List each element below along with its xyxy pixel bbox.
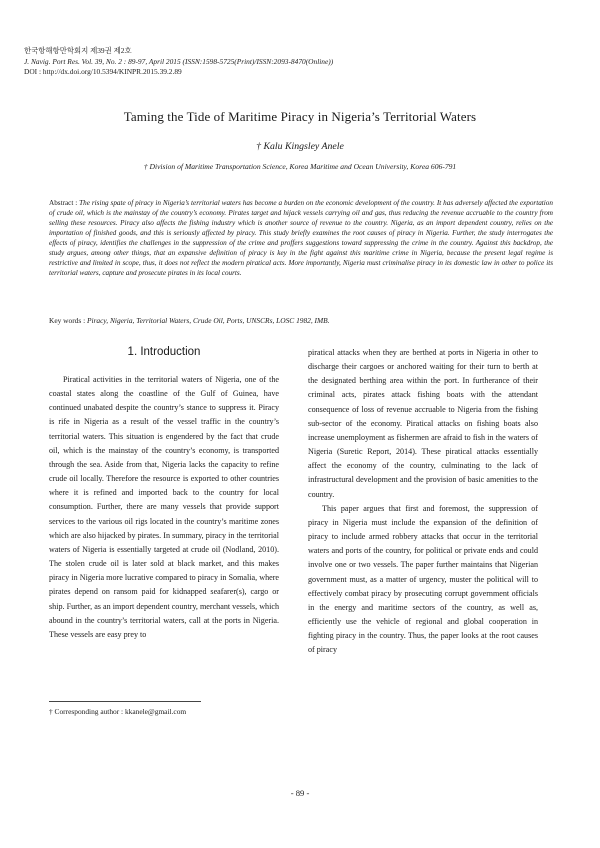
author-name: Kalu Kingsley Anele <box>263 141 344 152</box>
page-number: - 89 - <box>290 788 310 798</box>
right-column <box>308 346 538 657</box>
keywords-text: Piracy, Nigeria, Territorial Waters, Crude Oil, Ports, UNSCRs, LOSC 1982, IMB. <box>86 316 330 325</box>
journal-korean-title: 한국항해항만학회지 제39권 제2호 <box>24 46 132 55</box>
footnote-text: Corresponding author : kkanele@gmail.com <box>52 707 187 716</box>
keywords-label: Key words : <box>49 316 87 325</box>
body-paragraph: This paper argues that first and foremost, the suppression of piracy in Nigeria must include the expansion of the definition of piracy to include armed robbery attacks that occur in the territorial waters and ports of the country, for political or private ends and could involve one or two vessels. The paper further maintains that Nigerian government must, as a matter of urgency, muster the political will to effectively combat piracy by prosecuting corrupt government officials in the energy and maritime sectors of the country, as well as, efficiently use the vehicle of regional and global cooperation in fighting piracy in the country. Thus, the paper looks at the root causes of piracy <box>308 503 538 655</box>
abstract-text: The rising spate of piracy in Nigeria’s territorial waters has become a burden on the economic development of the country. It has adversely affected the exportation of crude oil, which is the mainstay of the country’s economy. Pirates target and hijack vessels carrying oil and gas, thus reducing the revenue accruable to the country from selling these resources. Piracy also affects the fishing industry which is another source of revenue to the country. Nigeria, as an import dependent country, relies on the importation of finished goods, and this is seriously affected by piracy. This study briefly examines the root causes of piracy in Nigeria. Further, the study interrogates the effects of piracy, identifies the challenges in the suppression of the crime and proffers suggestions toward suppressing the crime in the country. Against this backdrop, the study argues, among other things, that an expansive definition of piracy is key in the fight against this maritime crime in Nigeria, because the present legal regime is restrictive and limited in scope, thus, it does not reflect the modern piratical acts. More importantly, Nigeria must criminalise piracy in its domestic law in other to police its territorial waters, capture and prosecute pirates in its local courts. <box>49 199 553 277</box>
journal-citation: J. Navig. Port Res. Vol. 39, No. 2 : 89-97, April 2015 (ISSN:1598-5725(Print)/ISSN:2093-8470(Online)) <box>24 56 334 66</box>
abstract <box>49 199 553 279</box>
section-heading-introduction: 1. Introduction <box>127 346 201 358</box>
dagger-icon: † <box>143 162 148 171</box>
affiliation-text: Division of Maritime Transportation Science, Korea Maritime and Ocean University, Korea 606-791 <box>149 162 457 171</box>
paper-title: Taming the Tide of Maritime Piracy in Nigeria’s Territorial Waters <box>123 109 477 124</box>
body-paragraph: Piratical activities in the territorial waters of Nigeria, one of the coastal states along the coastline of the Gulf of Guinea, have continued unabated despite the country’s stance to suppress it. Piracy is rife in Nigeria as a result of the vessel traffic in the country’s territorial waters. This situation is engendered by the fact that crude oil, which is the mainstay of the country’s economy, is transported through the sea. Aside from that, Nigeria lacks the capacity to refine crude oil locally. Therefore the resource is exported to other countries where it is refined and imported back to the country for local consumption. Further, there are many vessels that provide support services to the various oil rigs located in the country’s maritime zones which are also hijacked by pirates. In summary, piracy in the territorial waters of Nigeria is essentially targeted at crude oil (Nodland, 2010). The stolen crude oil is later sold at black market, and this makes piracy in Nigeria more lucrative compared to piracy in Somalia, where pirates depend on ransom paid for kidnapped seafarer(s), cargo or ship. Further, as an import dependent country, merchant vessels, which abound in the country’s territorial waters, call at the ports in Nigeria. These vessels are easy prey to <box>49 375 279 639</box>
dagger-icon: † <box>256 141 262 152</box>
keywords <box>49 316 553 326</box>
left-column <box>49 373 279 642</box>
abstract-label: Abstract : <box>49 199 80 207</box>
body-paragraph: piratical attacks when they are berthed at ports in Nigeria in other to discharge their cargoes or anchored waiting for their turn to berth at the designated berthing area within the port. In furtherance of their criminal acts, pirates attack fishing boats with the attendant consequence of loss of revenue accruable to Nigeria from the fishing sub-sector of the economy. Piratical attacks on fishing boats also increase unemployment as fishermen are afraid to fish in the waters of Nigeria (Suretic Report, 2014). These piratical attacks essentially affect the economy of the country, culminating to the lack of infrastructural development and the provision of basic amenities to the country. <box>308 348 538 499</box>
footnote <box>49 707 186 716</box>
doi-link[interactable]: DOI : http://dx.doi.org/10.5394/KINPR.2015.39.2.89 <box>24 67 182 76</box>
dagger-icon: † <box>49 707 53 716</box>
journal-header <box>24 46 333 78</box>
footnote-divider <box>49 701 201 702</box>
affiliation-line <box>0 162 600 171</box>
author-line <box>0 141 600 152</box>
